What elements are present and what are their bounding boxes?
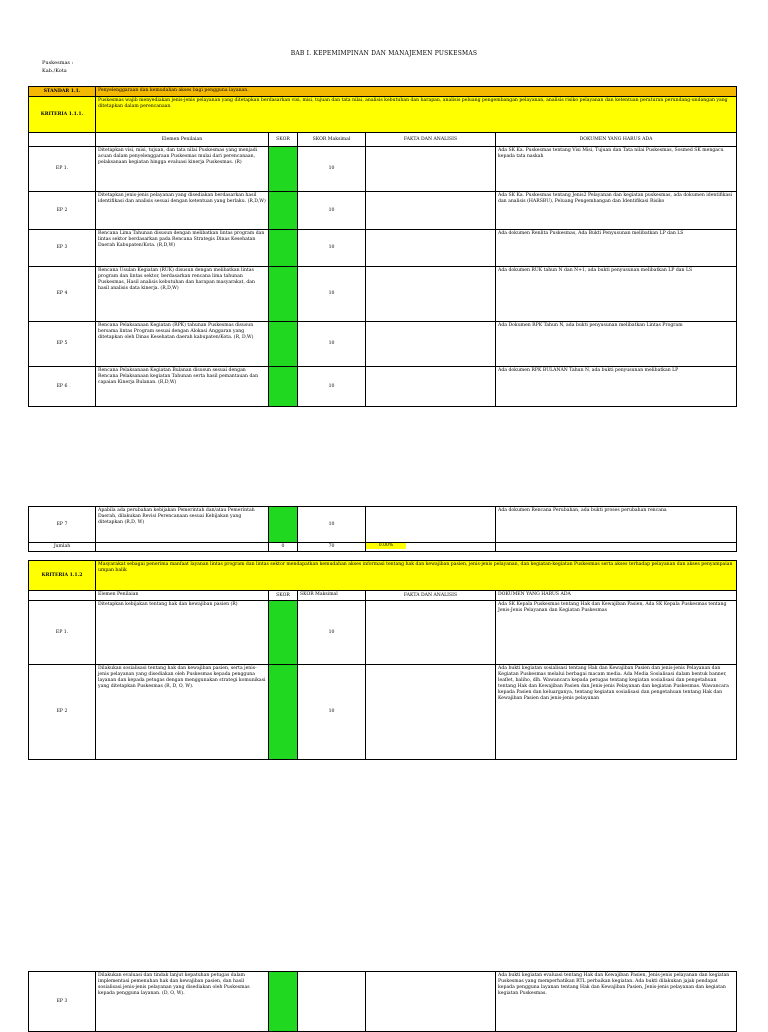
skor-cell[interactable] [269, 147, 298, 192]
dokumen-text: Ada bukti kegiatan sosialisasi tentang Hak dan Kewajiban Pasien dan jenis-jenis Pelayanan dan Kegiatan Puskesmas melalui berbagai macam media. Ada Media Sosialisasi dalam bentuk banner, leaflet, baliho, dlh. Wawancara kepada petugas tentang kegiatan sosialisasi dan pengetahuan tentang Hak dan Kewajiban Pasien dan Jenis-jenis Pelayanan dan kegiatan Puskesmas. Wawancara kepada Pasien dan keluarganya, tentang kegiatan sosialisasi dan pengetahuan tentang Hak dan Kewajiban Pasien dan jenis-jenis pelayanan [496, 665, 737, 760]
jumlah-percentage: 0.00% [366, 543, 406, 549]
elemen-text: Ditetapkan jenis-jenis pelayanan yang disediakan berdasarkan hasil identifikasi dan analisis sesuai dengan ketentuan yang berlaku. (R,D,W) [96, 192, 269, 230]
col-skor-max: SKOR Maksimal [298, 591, 366, 601]
ep-label: EP 7 [29, 507, 96, 543]
ep-label: EP 3 [29, 230, 96, 267]
page-title: BAB I. KEPEMIMPINAN DAN MANAJEMEN PUSKESMAS [290, 50, 478, 57]
col-skor-max: SKOR Maksimal [298, 133, 366, 147]
dokumen-text: Ada dokumen Rencana Perubahan, ada bukti proses perubahan rencana [496, 507, 737, 543]
table-row [29, 192, 737, 230]
criteria-label: KRITERIA 1.1.1. [29, 97, 96, 133]
skor-cell[interactable] [269, 192, 298, 230]
elemen-text: Rencana Lima Tahunan disusun dengan melibatkan lintas program dan lintas sektor berdasarkan pada Rencana Strategis Dinas Kesehatan Daerah Kabupaten/Kota. (R,D,W) [96, 230, 269, 267]
elemen-text: Apabila ada perubahan kebijakan Pemerintah dan/atau Pemerintah Daerah, dilakukan Revisi Perencanaan sesuai Kebijakan yang ditetapkan (R,D, W) [96, 507, 269, 543]
elemen-text: Rencana Usulan Kegiatan (RUK) disusun dengan melibatkan lintas program dan lintas sektor, berdasarkan rencana lima tahunan Puskesmas, Hasil analisis kebutuhan dan harapan masyarakat, dan hasil analisis data kinerja. (R,D,W) [96, 267, 269, 322]
ep-label: EP 5 [29, 322, 96, 367]
ep-label: EP 3 [29, 972, 96, 1032]
fakta-cell[interactable] [366, 192, 496, 230]
dokumen-text: Ada dokumen RUK tahun N dan N+1, ada bukti penyusunan melibatkan LP dan LS [496, 267, 737, 322]
skor-cell[interactable] [269, 507, 298, 543]
elemen-text: Rencana Pelaksanaan Kegiatan Bulanan disusun sesuai dengan Rencana Pelaksanaan kegiatan Tahunan serta hasil pemantauan dan capaian Kinerja Bulanan. (R,D,W) [96, 367, 269, 407]
skor-max: 10 [298, 322, 366, 367]
ep-label: EP 1. [29, 601, 96, 665]
dokumen-text: Ada SK Ka. Puskesmas tentang Jenis2 Pelayanan dan kegiatan puskesmas, ada dokumen identifikasi dan analisis (HARSBU), Peluang Pengembangan dan Identifikasi Risiko [496, 192, 737, 230]
table-row [29, 601, 737, 665]
fakta-cell[interactable] [366, 322, 496, 367]
col-elemen: Elemen Penilaian [96, 133, 269, 147]
skor-max: 10 [298, 665, 366, 760]
table-row [29, 147, 737, 192]
dokumen-text: Ada bukti kegiatan evaluasi tentang Hak dan Kewajiban Pasien, Jenis-jenis pelayanan dan kegiatan Puskesmas yang memperhatikan RTL perbaikan kegiatan. Ada bukti dilakukan jajak pendapat kepada pengguna layanan tentang Hak dan Kewajiban Pasien, Jenis-jenis pelayanan dan kegiatan kegiatan Puskesmas. [496, 972, 737, 1032]
dokumen-text: Ada Dokumen RPK Tahun N, ada bukti penyusunan melibatkan Lintas Program [496, 322, 737, 367]
criteria-2-table-continued [28, 971, 737, 1032]
skor-cell[interactable] [269, 601, 298, 665]
col-dokumen: DOKUMEN YANG HARUS ADA [496, 591, 737, 601]
skor-max: 10 [298, 367, 366, 407]
fakta-cell[interactable] [366, 267, 496, 322]
fakta-cell[interactable] [366, 665, 496, 760]
col-fakta: FAKTA DAN ANALISIS [366, 133, 496, 147]
skor-cell[interactable] [269, 267, 298, 322]
elemen-text: Dilakukan evaluasi dan tindak lanjut kepatuhan petugas dalam implementasi pemenuhan hak dan kewajiban pasien, dan hasil sosialisasi jenis-jenis pelayanan yang disediakan oleh Puskesmas kepada pengguna layanan. (D, O, W). [96, 972, 269, 1032]
table-row [29, 972, 737, 1032]
kabkota-label: Kab./Kota [42, 68, 67, 74]
elemen-text: Ditetapkan visi, misi, tujuan, dan tata nilai Puskesmas yang menjadi acuan dalam penyelenggaraan Puskesmas mulai dari perencanaan, pelaksanaan kegiatan hingga evaluasi kinerja Puskesmas. (R) [96, 147, 269, 192]
criteria-text: Masyarakat sebagai penerima manfaat layanan lintas program dan lintas sektor mendapatkan kemudahan akses informasi tentang hak dan kewajiban pasien, jenis-jenis pelayanan, dan kegiatan-kegiatan Puskesmas serta akses terhadap pelayanan dan akses penyampaian umpan balik [96, 561, 737, 591]
jumlah-skor-max: 70 [298, 543, 366, 552]
col-dokumen: DOKUMEN YANG HARUS ADA [496, 133, 737, 147]
dokumen-text: Ada SK Ka. Puskesmas tentang Visi Misi, Tujuan dan Tata nilai Puskesmas, Sosmed SK mengacu kepada tata naskah [496, 147, 737, 192]
criteria-text: Puskesmas wajib menyediakan jenis-jenis pelayanan yang ditetapkan berdasarkan visi, misi, tujuan dan tata nilai, analisis kebutuhan dan harapan, analisis peluang pengembangan pelayanan, analisis risiko pelayanan dan ketentuan peraturan perundang-undangan yang ditetapkan dalam perencanaan [96, 97, 737, 133]
skor-max: 10 [298, 147, 366, 192]
criteria-1-table-continued [28, 506, 737, 552]
skor-cell[interactable] [269, 367, 298, 407]
col-skor: SKOR [269, 591, 298, 601]
skor-cell[interactable] [269, 230, 298, 267]
table-row [29, 267, 737, 322]
skor-max: 10 [298, 230, 366, 267]
dokumen-text: Ada dokumen Renlita Puskesmas, Ada Bukti Penyusunan melibatkan LP dan LS [496, 230, 737, 267]
criteria-label: KRITERIA 1.1.2 [29, 561, 96, 591]
skor-max: 10 [298, 507, 366, 543]
skor-max [298, 972, 366, 1032]
fakta-cell[interactable] [366, 147, 496, 192]
skor-max: 10 [298, 601, 366, 665]
col-elemen: Elemen Penilaian [96, 591, 269, 601]
fakta-cell[interactable] [366, 367, 496, 407]
dokumen-text: Ada dokumen RPK BULANAN Tahun N, ada bukti penyusunan melibatkan LP [496, 367, 737, 407]
table-row [29, 507, 737, 543]
standard-text: Penyelenggaraan dan kemudahan akses bagi pengguna layanan. [96, 87, 737, 97]
ep-label: EP 4 [29, 267, 96, 322]
table-row [29, 230, 737, 267]
ep-label: EP 2 [29, 192, 96, 230]
puskesmas-label: Puskesmas : [42, 60, 74, 66]
dokumen-text: Ada SK Kepala Puskesmas tentang Hak dan Kewajiban Pasien, Ada SK Kepala Puskesmas tentang Jenis-Jenis Pelayanan dan Kegiatan Puskesmas [496, 601, 737, 665]
skor-max: 10 [298, 267, 366, 322]
skor-cell[interactable] [269, 665, 298, 760]
col-skor: SKOR [269, 133, 298, 147]
skor-cell[interactable] [269, 322, 298, 367]
jumlah-skor: 0 [269, 543, 298, 552]
table-row [29, 322, 737, 367]
jumlah-label: Jumlah [29, 543, 96, 552]
criteria-1-table [28, 86, 737, 407]
skor-cell[interactable] [269, 972, 298, 1032]
skor-max: 10 [298, 192, 366, 230]
table-row [29, 665, 737, 760]
col-fakta: FAKTA DAN ANALISIS [366, 591, 496, 601]
elemen-text: Rencana Pelaksanaan Kegiatan (RPK) tahunan Puskesmas disusun bersama lintas Program sesuai dengan Alokasi Anggaran yang ditetapkan oleh Dinas Kesehatan daerah kabupaten/Kota. (R, D,W) [96, 322, 269, 367]
ep-label: EP 1. [29, 147, 96, 192]
elemen-text: Ditetapkan kebijakan tentang hak dan kewajiban pasien (R) [96, 601, 269, 665]
fakta-cell[interactable] [366, 507, 496, 543]
standard-label: STANDAR 1.1. [29, 87, 96, 97]
criteria-2-table [28, 560, 737, 760]
ep-label: EP 2 [29, 665, 96, 760]
elemen-text: Dilakukan sosialisasi tentang hak dan kewajiban pasien, serta jenis-jenis pelayanan yang disediakan oleh Puskesmas kepada pengguna layanan dan kepada petugas dengan menggunakan strategi komunikasi yang ditetapkan Puskesmas (R, D, O, W). [96, 665, 269, 760]
fakta-cell[interactable] [366, 230, 496, 267]
fakta-cell[interactable] [366, 972, 496, 1032]
fakta-cell[interactable] [366, 601, 496, 665]
ep-label: EP 6 [29, 367, 96, 407]
jumlah-row [29, 543, 737, 552]
table-row [29, 367, 737, 407]
